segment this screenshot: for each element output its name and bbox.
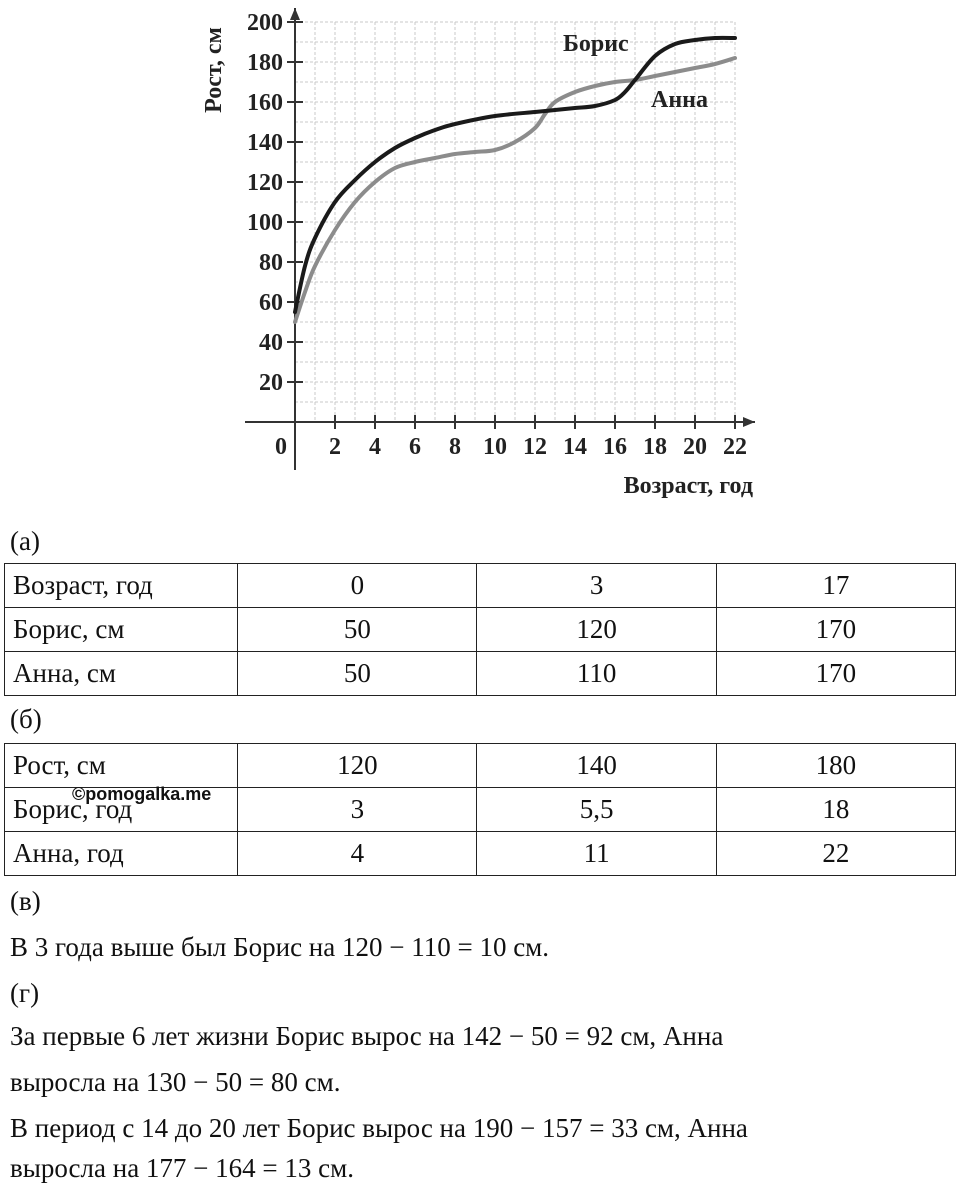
- x-tick-label: 14: [563, 434, 587, 460]
- table-a: [4, 563, 956, 696]
- chart-axes: [245, 8, 755, 470]
- table-row: [5, 564, 956, 608]
- row-head: Возраст, год: [5, 564, 238, 608]
- y-tick-label: 200: [247, 10, 283, 36]
- table-b: [4, 743, 956, 876]
- y-axis-label: Рост, см: [201, 27, 227, 113]
- y-tick-label: 140: [247, 130, 283, 156]
- y-tick-label: 160: [247, 90, 283, 116]
- row-head: Борис, год: [5, 788, 238, 832]
- chart-ticks: [247, 10, 747, 460]
- row-head: Анна, см: [5, 652, 238, 696]
- section-g-label: (г): [10, 978, 40, 1008]
- y-tick-label: 80: [259, 250, 283, 276]
- row-head: Анна, год: [5, 832, 238, 876]
- table-cell: 3: [238, 788, 477, 832]
- x-tick-label: 0: [275, 434, 287, 460]
- table-cell: 18: [716, 788, 955, 832]
- table-row: [5, 608, 956, 652]
- x-tick-label: 16: [603, 434, 627, 460]
- table-row: [5, 832, 956, 876]
- y-tick-label: 100: [247, 210, 283, 236]
- x-tick-label: 22: [723, 434, 747, 460]
- y-tick-label: 40: [259, 330, 283, 356]
- table-cell: 140: [477, 744, 716, 788]
- table-cell: 11: [477, 832, 716, 876]
- section-g-line1: За первые 6 лет жизни Борис вырос на 142 − 50 = 92 см, Анна: [10, 1021, 724, 1051]
- x-tick-label: 8: [449, 434, 461, 460]
- table-cell: 0: [238, 564, 477, 608]
- chart-grid: [295, 22, 735, 422]
- x-tick-label: 4: [369, 434, 381, 460]
- x-tick-label: 6: [409, 434, 421, 460]
- section-v-text: В 3 года выше был Борис на 120 − 110 = 10 см.: [10, 932, 550, 962]
- table-cell: 170: [716, 608, 955, 652]
- table-cell: 110: [477, 652, 716, 696]
- x-tick-label: 12: [523, 434, 547, 460]
- section-g-line2: выросла на 130 − 50 = 80 см.: [10, 1067, 341, 1097]
- table-cell: 22: [716, 832, 955, 876]
- growth-chart: [185, 0, 775, 510]
- series-label-anna: Анна: [651, 87, 708, 113]
- x-axis-label: Возраст, год: [623, 473, 753, 499]
- x-tick-label: 10: [483, 434, 507, 460]
- section-g-line4: выросла на 177 − 164 = 13 см.: [10, 1153, 354, 1183]
- table-cell: 5,5: [477, 788, 716, 832]
- y-axis-arrow: [290, 8, 300, 20]
- y-tick-label: 120: [247, 170, 283, 196]
- row-head: Борис, см: [5, 608, 238, 652]
- x-tick-label: 18: [643, 434, 667, 460]
- x-tick-label: 2: [329, 434, 341, 460]
- section-v-label: (в): [10, 886, 41, 916]
- section-g-line3: В период с 14 до 20 лет Борис вырос на 190 − 157 = 33 см, Анна: [10, 1113, 748, 1143]
- table-row: [5, 652, 956, 696]
- section-a-label: (а): [10, 526, 40, 556]
- table-cell: 50: [238, 652, 477, 696]
- y-tick-label: 60: [259, 290, 283, 316]
- x-axis-arrow: [743, 417, 755, 427]
- y-tick-label: 180: [247, 50, 283, 76]
- table-cell: 4: [238, 832, 477, 876]
- table-cell: 3: [477, 564, 716, 608]
- table-row: [5, 744, 956, 788]
- watermark: ©pomogalka.me: [72, 784, 212, 804]
- table-cell: 170: [716, 652, 955, 696]
- table-cell: 17: [716, 564, 955, 608]
- table-cell: 180: [716, 744, 955, 788]
- y-tick-label: 20: [259, 370, 283, 396]
- table-cell: 120: [238, 744, 477, 788]
- table-cell: 120: [477, 608, 716, 652]
- section-b-label: (б): [10, 704, 42, 734]
- series-label-boris: Борис: [563, 31, 629, 57]
- table-cell: 50: [238, 608, 477, 652]
- x-tick-label: 20: [683, 434, 707, 460]
- row-head: Рост, см: [5, 744, 238, 788]
